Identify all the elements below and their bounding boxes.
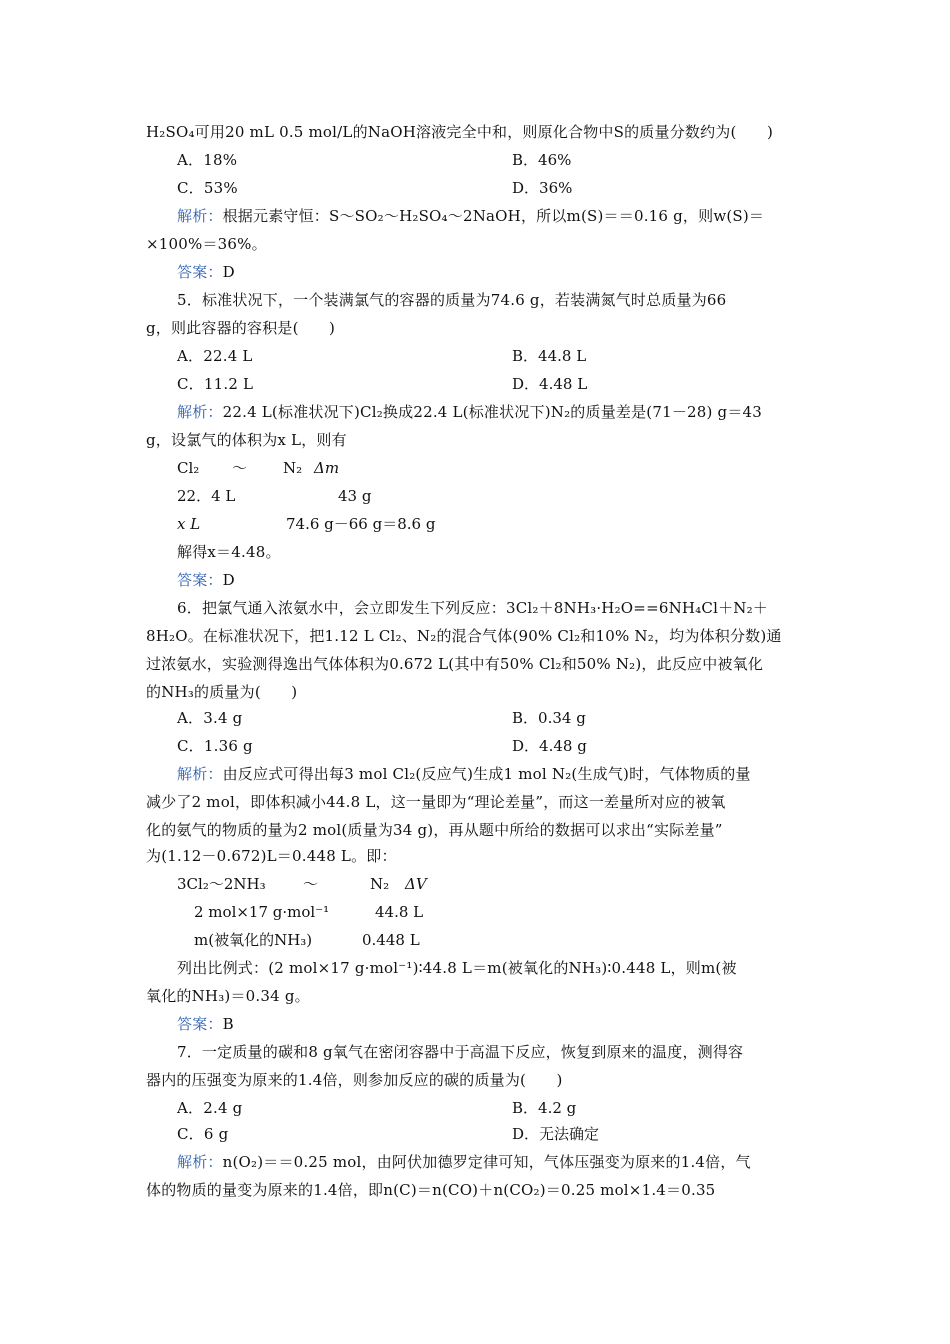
q5-answer-label: 答案： — [177, 571, 223, 589]
q4-option-d: D．36% — [512, 179, 573, 197]
q5-result: 解得x＝4.48。 — [177, 543, 281, 561]
q6-calc-44-8l: 44.8 L — [375, 903, 424, 921]
q4-option-b: B．46% — [512, 151, 572, 169]
q5-option-b: B．44.8 L — [512, 347, 587, 365]
q6-calc-tilde: ～ — [303, 875, 319, 893]
q6-option-a: A．3.4 g — [177, 709, 243, 727]
q4-analysis-label: 解析： — [177, 207, 223, 225]
q4-stem: H₂SO₄可用20 mL 0.5 mol/L的NaOH溶液完全中和，则原化合物中S的质量分数约为( ) — [146, 123, 774, 141]
q7-analysis-label: 解析： — [177, 1153, 223, 1171]
q5-calc-43g: 43 g — [338, 487, 372, 505]
q5-answer-value: D — [222, 571, 235, 589]
q7-analysis-text-1: n(O₂)＝＝0.25 mol，由阿伏加德罗定律可知，气体压强变为原来的1.4倍，气 — [222, 1153, 751, 1171]
q6-calc-0-448l: 0.448 L — [362, 931, 420, 949]
q6-stem-1: 6．把氯气通入浓氨水中，会立即发生下列反应：3Cl₂＋8NH₃·H₂O==6NH₄Cl＋N₂＋ — [177, 599, 769, 617]
q6-calc-3cl2-2nh3: 3Cl₂～2NH₃ — [177, 875, 266, 893]
q7-option-b: B．4.2 g — [512, 1099, 577, 1117]
q6-analysis-label: 解析： — [177, 765, 223, 783]
q4-analysis-line-1 — [177, 206, 837, 228]
q6-stem-2: 8H₂O。在标准状况下，把1.12 L Cl₂、N₂的混合气体(90% Cl₂和10% N₂，均为体积分数)通 — [146, 627, 782, 645]
q7-stem-1: 7．一定质量的碳和8 g氧气在密闭容器中于高温下反应，恢复到原来的温度，测得容 — [177, 1043, 744, 1061]
q6-ratio-line-2: 氧化的NH₃)＝0.34 g。 — [146, 987, 310, 1005]
q6-analysis-line-3: 化的氨气的物质的量为2 mol(质量为34 g)，再从题中所给的数据可以求出“实际差量” — [146, 821, 723, 839]
q6-calc-2mol-17g: 2 mol×17 g·mol⁻¹ — [194, 903, 330, 921]
q5-calc-8-6g: 74.6 g－66 g＝8.6 g — [286, 515, 436, 533]
q6-analysis-text-1: 由反应式可得出每3 mol Cl₂(反应气)生成1 mol N₂(生成气)时，气体物质的量 — [222, 765, 751, 783]
q5-analysis-label: 解析： — [177, 403, 223, 421]
q7-analysis-line-2: 体的物质的量变为原来的1.4倍，即n(C)＝n(CO)＋n(CO₂)＝0.25 mol×1.4＝0.35 — [146, 1181, 716, 1199]
q5-calc-22-4: 22．4 L — [177, 487, 236, 505]
q6-analysis-line-1 — [177, 764, 837, 786]
q5-calc-xl: x L — [177, 515, 201, 533]
q5-stem-2: g，则此容器的容积是( ) — [146, 319, 336, 337]
q6-calc-n2: N₂ — [370, 875, 390, 893]
q5-option-d: D．4.48 L — [512, 375, 588, 393]
q6-option-c: C．1.36 g — [177, 737, 253, 755]
q5-analysis-line-2: g，设氯气的体积为x L，则有 — [146, 431, 347, 449]
q6-option-b: B．0.34 g — [512, 709, 586, 727]
q6-answer — [177, 1014, 837, 1036]
q7-option-d: D．无法确定 — [512, 1125, 600, 1143]
q4-analysis-line-2: ×100%＝36%。 — [146, 235, 267, 253]
q6-stem-4: 的NH₃的质量为( ) — [146, 683, 298, 701]
q4-answer-value: D — [222, 263, 235, 281]
q7-stem-2: 器内的压强变为原来的1.4倍，则参加反应的碳的质量为( ) — [146, 1071, 563, 1089]
q7-option-c: C．6 g — [177, 1125, 229, 1143]
q6-option-d: D．4.48 g — [512, 737, 587, 755]
q5-option-c: C．11.2 L — [177, 375, 254, 393]
q4-analysis-text-1: 根据元素守恒：S～SO₂～H₂SO₄～2NaOH，所以m(S)＝＝0.16 g，则w(S)＝ — [222, 207, 765, 225]
q4-option-a: A．18% — [177, 151, 238, 169]
q5-analysis-line-1 — [177, 402, 837, 424]
q6-calc-delta-v: ΔV — [405, 875, 427, 893]
q6-stem-3: 过浓氨水，实验测得逸出气体体积为0.672 L(其中有50% Cl₂和50% N₂)，此反应中被氧化 — [146, 655, 764, 673]
q4-option-c: C．53% — [177, 179, 238, 197]
q5-calc-cl2: Cl₂ — [177, 459, 200, 477]
q4-answer-label: 答案： — [177, 263, 223, 281]
q5-calc-delta-m: Δm — [314, 459, 340, 477]
q6-answer-value: B — [222, 1015, 234, 1033]
q5-calc-tilde: ～ — [232, 459, 248, 477]
q5-analysis-text-1: 22.4 L(标准状况下)Cl₂换成22.4 L(标准状况下)N₂的质量差是(71－28) g＝43 — [222, 403, 763, 421]
q7-option-a: A．2.4 g — [177, 1099, 243, 1117]
q4-answer — [177, 262, 837, 284]
q6-ratio-line-1: 列出比例式：(2 mol×17 g·mol⁻¹)∶44.8 L＝m(被氧化的NH₃)∶0.448 L，则m(被 — [177, 959, 737, 977]
q6-calc-m-nh3: m(被氧化的NH₃) — [194, 931, 313, 949]
q6-answer-label: 答案： — [177, 1015, 223, 1033]
q5-answer — [177, 570, 837, 592]
q6-analysis-line-2: 减少了2 mol，即体积减小44.8 L，这一量即为“理论差量”，而这一差量所对应的被氧 — [146, 793, 726, 811]
q6-analysis-line-4: 为(1.12－0.672)L＝0.448 L。即： — [146, 847, 397, 865]
q7-analysis-line-1 — [177, 1152, 837, 1174]
q5-option-a: A．22.4 L — [177, 347, 253, 365]
q5-calc-n2: N₂ — [283, 459, 303, 477]
q5-stem-1: 5．标准状况下，一个装满氯气的容器的质量为74.6 g，若装满氮气时总质量为66 — [177, 291, 727, 309]
